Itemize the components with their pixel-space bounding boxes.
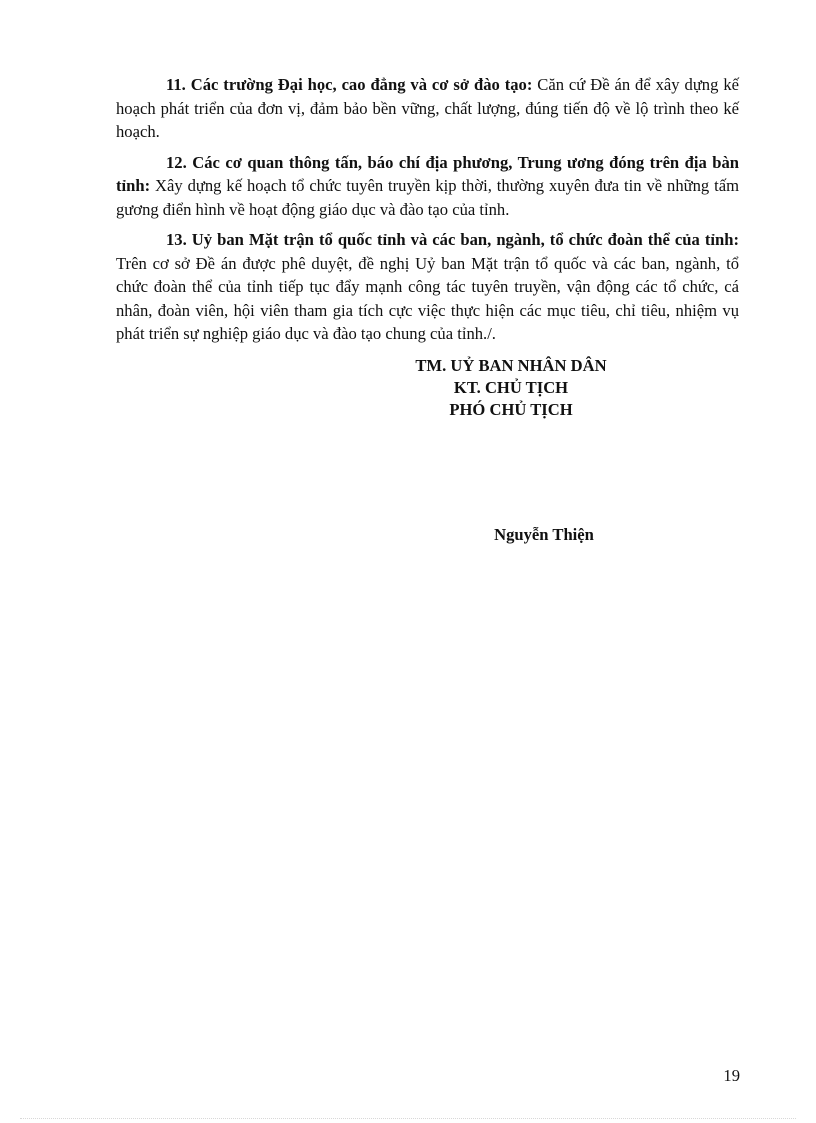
paragraph-12: [116, 151, 739, 222]
paragraph-11-text: Căn cứ Đề án để xây dựng kế hoạch phát triển của đơn vị, đảm bảo bền vững, chất lượng, đúng tiến độ về lộ trình theo kế hoạch.: [116, 75, 739, 141]
paragraph-11-heading: 11. Các trường Đại học, cao đẳng và cơ sở đào tạo:: [166, 75, 533, 94]
page-bottom-divider: [20, 1118, 796, 1119]
document-body: [116, 73, 739, 353]
paragraph-12-text: Xây dựng kế hoạch tổ chức tuyên truyền kịp thời, thường xuyên đưa tin về những tấm gương điển hình về hoạt động giáo dục và đào tạo của tỉnh.: [116, 176, 739, 219]
paragraph-13-heading: 13. Uỷ ban Mặt trận tổ quốc tỉnh và các ban, ngành, tổ chức đoàn thể của tỉnh:: [166, 230, 739, 249]
paragraph-13-text: Trên cơ sở Đề án được phê duyệt, đề nghị Uỷ ban Mặt trận tổ quốc và các ban, ngành, tổ chức đoàn thể của tỉnh tiếp tục đẩy mạnh công tác tuyên truyền, vận động các tổ chức, cá nhân, đoàn viên, hội viên tham gia tích cực việc thực hiện các mục tiêu, chỉ tiêu, nhiệm vụ phát triển sự nghiệp giáo dục và đào tạo chung của tỉnh./.: [116, 253, 739, 343]
signature-line-2: KT. CHỦ TỊCH: [453, 378, 569, 397]
signature-line-1: TM. UỶ BAN NHÂN DÂN: [415, 356, 607, 375]
paragraph-11: [116, 73, 739, 144]
paragraph-13: [116, 228, 739, 346]
signature-block: [400, 355, 622, 421]
signature-line-3: PHÓ CHỦ TỊCH: [449, 400, 573, 419]
paragraph-12-heading: 12. Các cơ quan thông tấn, báo chí địa phương, Trung ương đóng trên địa bàn tỉnh:: [116, 152, 739, 195]
page-number: 19: [723, 1066, 740, 1085]
signer-name: Nguyễn Thiện: [494, 525, 594, 544]
